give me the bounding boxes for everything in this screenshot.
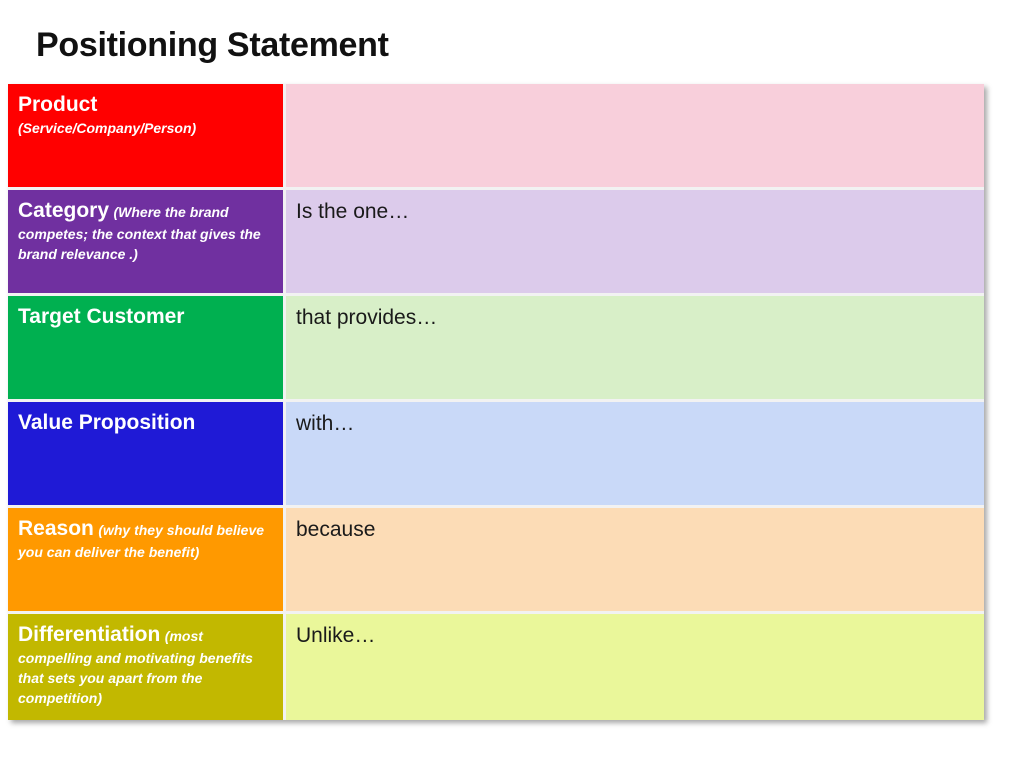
value-proposition-label-cell: [8, 402, 286, 505]
value-proposition-label: Value Proposition: [18, 411, 196, 434]
row-differentiation: [8, 614, 984, 720]
category-label-cell: [8, 190, 286, 293]
value-proposition-text: with…: [296, 412, 355, 435]
target-customer-label-cell: [8, 296, 286, 399]
differentiation-text: Unlike…: [296, 624, 376, 647]
page-title: Positioning Statement: [36, 26, 389, 64]
differentiation-label-cell: [8, 614, 286, 720]
product-label-cell: [8, 84, 286, 187]
reason-text-cell[interactable]: [286, 508, 984, 611]
category-text: Is the one…: [296, 200, 410, 223]
row-target-customer: [8, 296, 984, 402]
differentiation-text-cell[interactable]: [286, 614, 984, 720]
product-label: Product: [18, 93, 98, 116]
category-text-cell[interactable]: [286, 190, 984, 293]
row-product: [8, 84, 984, 190]
target-customer-text-cell[interactable]: [286, 296, 984, 399]
differentiation-note: (most compelling and motivating benefits that sets you apart from the competition): [18, 628, 253, 706]
reason-text: because: [296, 518, 376, 541]
category-label: Category: [18, 199, 110, 222]
value-proposition-text-cell[interactable]: [286, 402, 984, 505]
reason-label: Reason: [18, 517, 94, 540]
product-text-cell[interactable]: [286, 84, 984, 187]
row-value-proposition: [8, 402, 984, 508]
reason-note: (why they should believe you can deliver the benefit): [18, 522, 265, 560]
differentiation-label: Differentiation: [18, 623, 161, 646]
target-customer-label: Target Customer: [18, 305, 185, 328]
row-reason: [8, 508, 984, 614]
category-note: (Where the brand competes; the context that gives the brand relevance .): [18, 204, 261, 262]
reason-label-cell: [8, 508, 286, 611]
positioning-table: [8, 84, 984, 720]
row-category: [8, 190, 984, 296]
product-note: (Service/Company/Person): [18, 120, 197, 136]
target-customer-text: that provides…: [296, 306, 438, 329]
